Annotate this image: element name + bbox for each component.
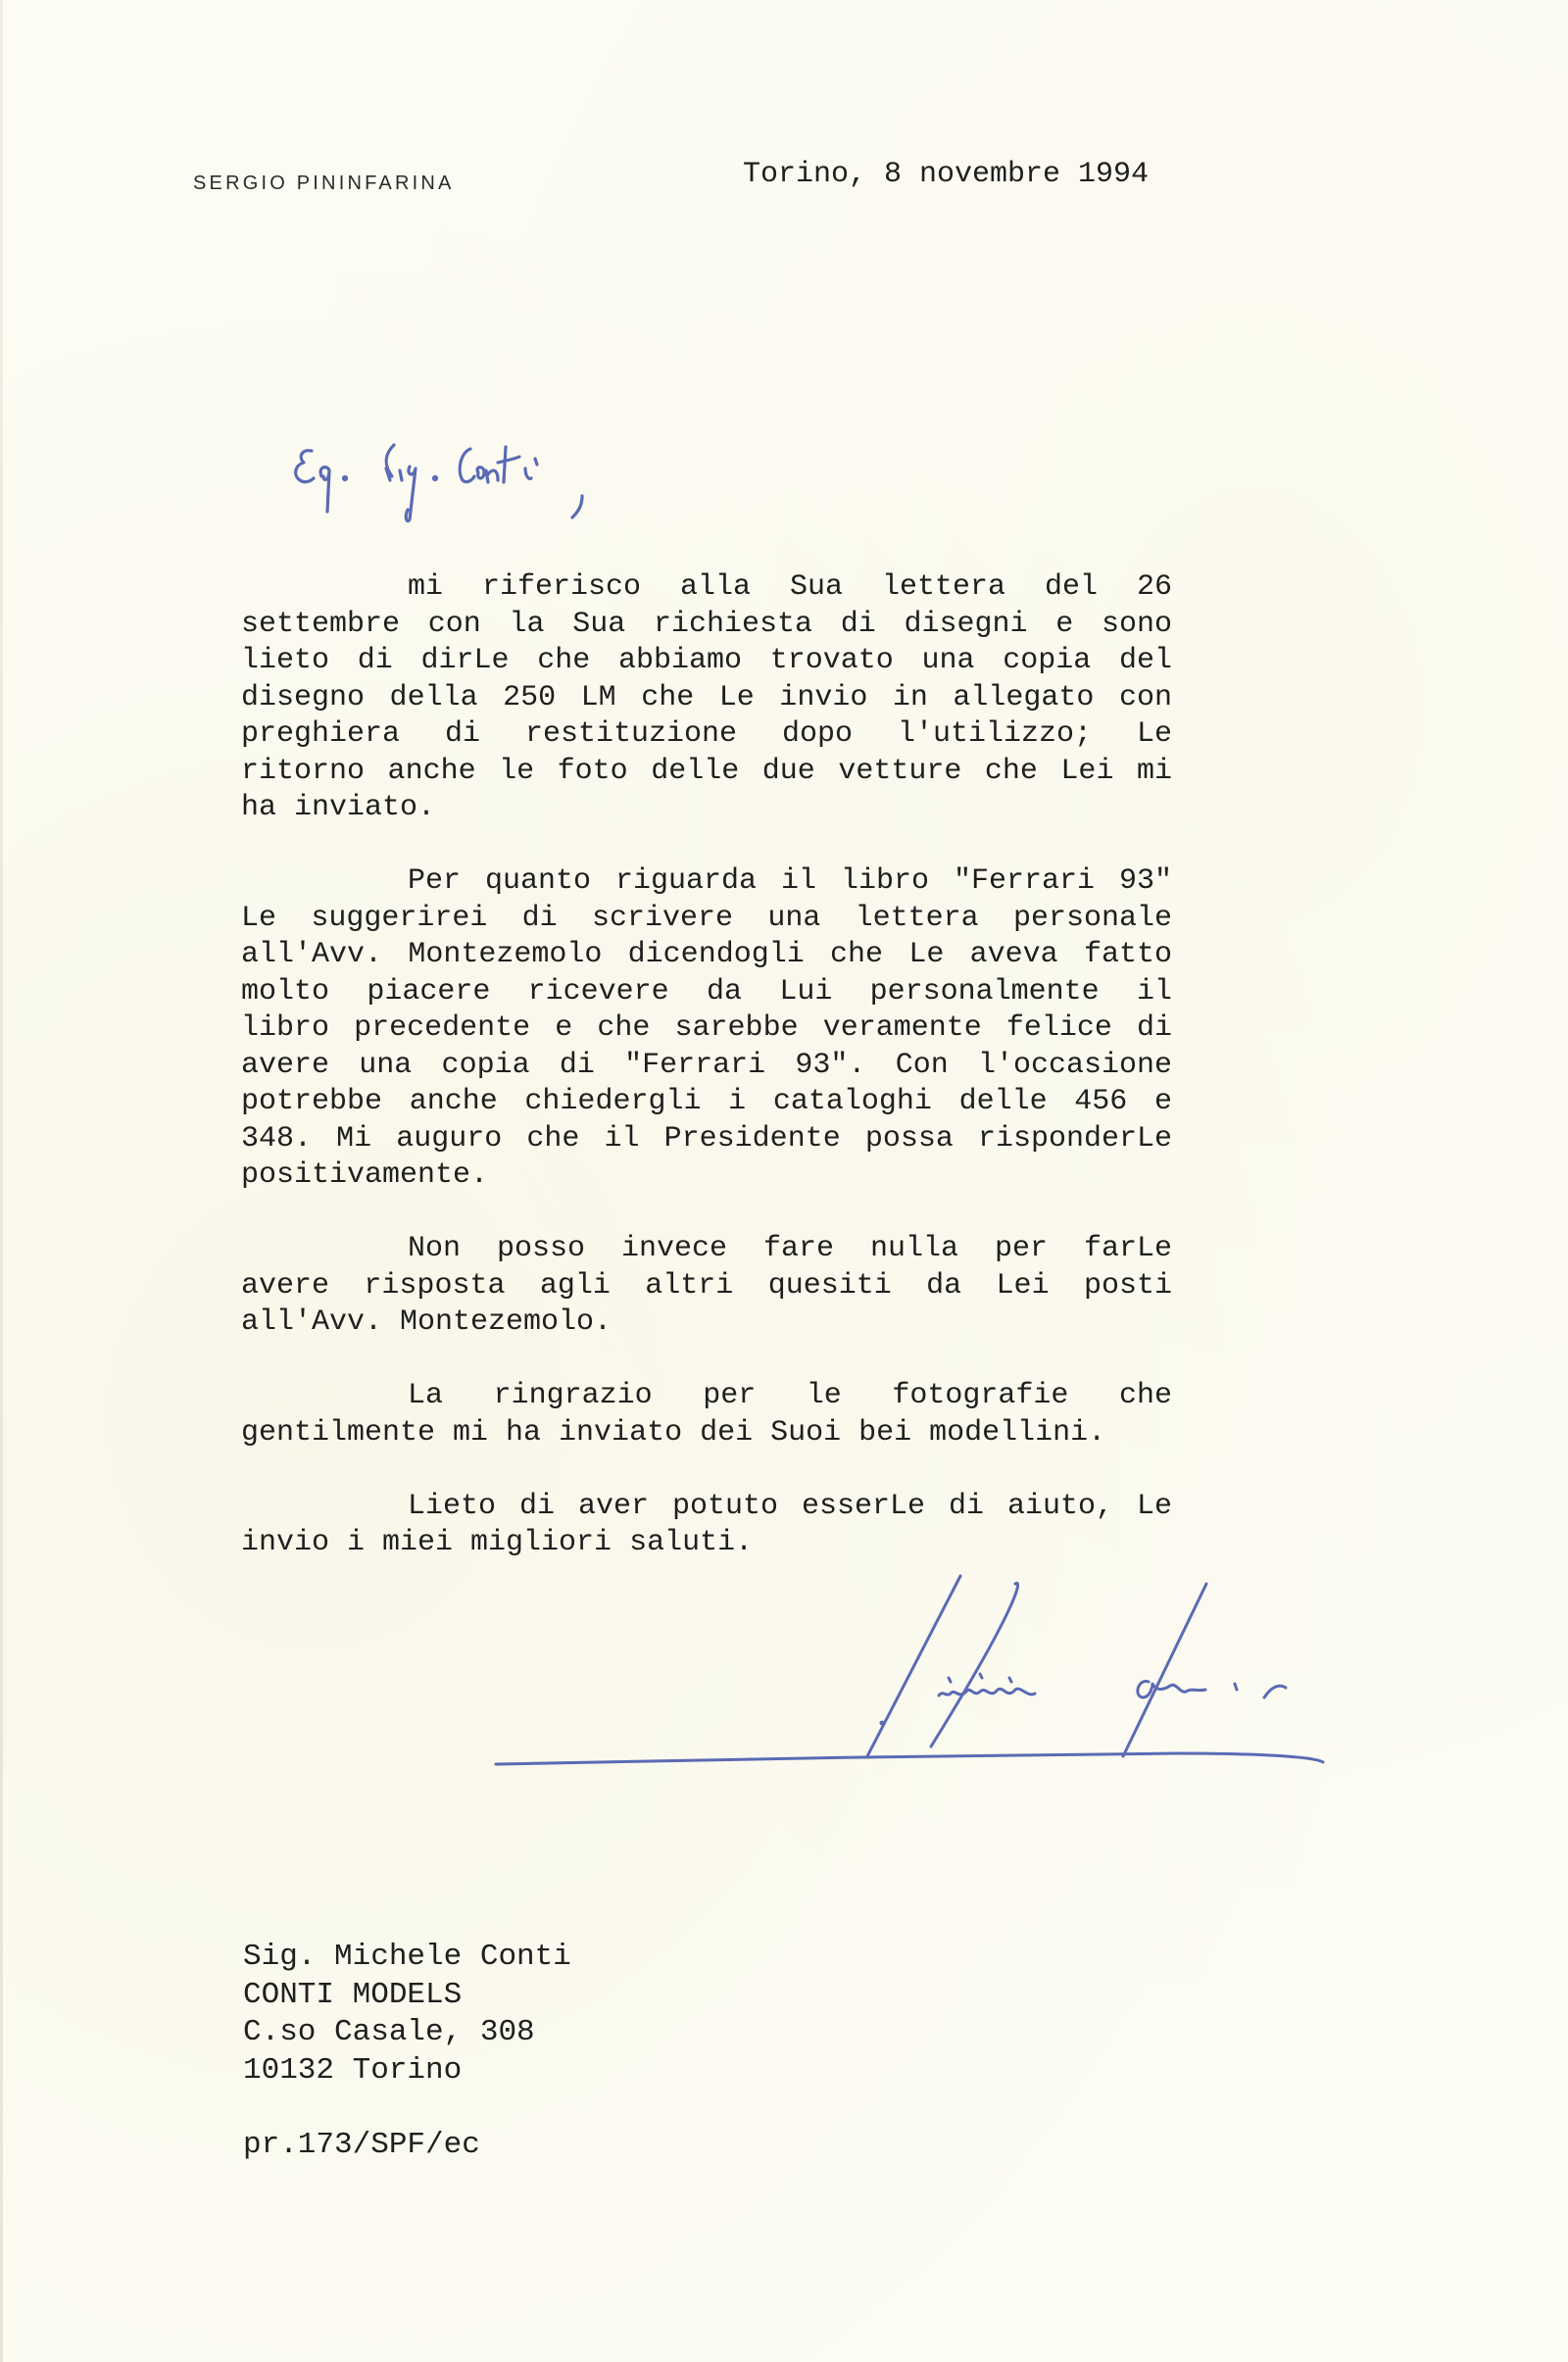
body-line: Le suggerirei di scrivere una lettera personale: [241, 901, 1172, 935]
body-line: ritorno anche le foto delle due vetture che Lei mi: [241, 754, 1172, 788]
body-line: all'Avv. Montezemolo.: [241, 1305, 612, 1339]
reference-code: pr.173/SPF/ec: [243, 2128, 480, 2162]
handwritten-salutation: [284, 441, 627, 534]
paragraph-4: [241, 1378, 1172, 1452]
place-date: Torino, 8 novembre 1994: [743, 158, 1150, 191]
body-line: libro precedente e che sarebbe veramente felice di: [241, 1011, 1172, 1045]
body-line: ha inviato.: [241, 791, 436, 824]
paper-edge: [0, 0, 3, 2362]
body-line: Non posso invece fare nulla per farLe: [408, 1232, 1172, 1265]
recipient-address: [243, 1939, 571, 2090]
letterhead-sender: SERGIO PININFARINA: [193, 172, 455, 194]
body-line: molto piacere ricevere da Lui personalmente il: [241, 974, 1172, 1009]
recipient-company: CONTI MODELS: [243, 1977, 463, 2012]
paragraph-2: [241, 863, 1172, 1195]
recipient-name: Sig. Michele Conti: [243, 1940, 571, 1974]
body-line: mi riferisco alla Sua lettera del 26: [408, 570, 1172, 604]
paragraph-1: [241, 569, 1172, 827]
body-line: Lieto di aver potuto esserLe di aiuto, Le: [408, 1489, 1172, 1523]
body-line: La ringrazio per le fotografie che: [408, 1379, 1172, 1412]
paragraph-5: [241, 1489, 1172, 1562]
body-line: positivamente.: [241, 1158, 489, 1192]
body-line: lieto di dirLe che abbiamo trovato una copia del: [241, 644, 1172, 677]
body-line: potrebbe anche chiedergli i cataloghi delle 456 e: [241, 1085, 1172, 1118]
handwritten-signature: [490, 1568, 1372, 1774]
letter-body: [241, 569, 1172, 1562]
body-line: avere una copia di "Ferrari 93". Con l'occasione: [241, 1048, 1172, 1082]
body-line: 348. Mi auguro che il Presidente possa risponderLe: [241, 1121, 1172, 1156]
body-line: Per quanto riguarda il libro "Ferrari 93": [408, 864, 1172, 898]
body-line: disegno della 250 LM che Le invio in allegato con: [241, 680, 1172, 714]
recipient-street: C.so Casale, 308: [243, 2015, 535, 2049]
recipient-city: 10132 Torino: [243, 2052, 463, 2088]
body-line: preghiera di restituzione dopo l'utilizzo; Le: [241, 717, 1172, 751]
body-line: settembre con la Sua richiesta di disegni e sono: [241, 607, 1172, 641]
body-line: all'Avv. Montezemolo dicendogli che Le aveva fatto: [241, 938, 1172, 971]
body-line: gentilmente mi ha inviato dei Suoi bei modellini.: [241, 1415, 1106, 1450]
paragraph-3: [241, 1231, 1172, 1342]
body-line: avere risposta agli altri quesiti da Lei posti: [241, 1268, 1172, 1303]
body-line: invio i miei migliori saluti.: [241, 1526, 754, 1559]
